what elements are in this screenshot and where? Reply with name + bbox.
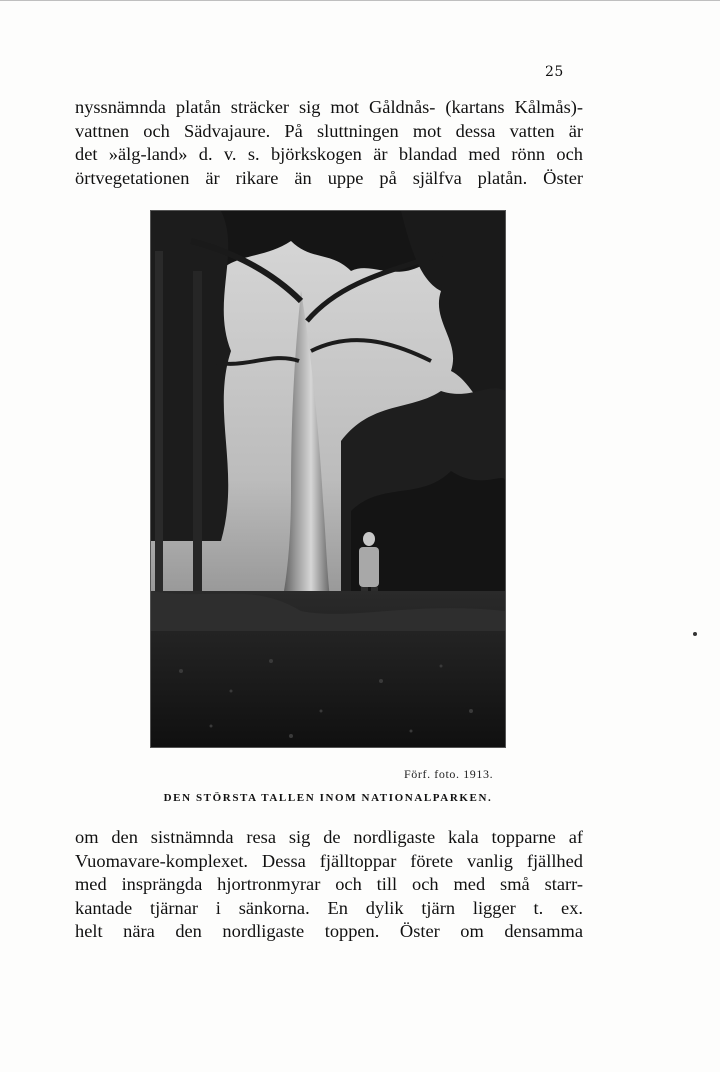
text-line: Vuomavare-komplexet. Dessa fjälltoppar förete vanlig fjällhed — [75, 850, 583, 871]
pine-tree-photo-image — [151, 211, 505, 747]
text-line: nyssnämnda platån sträcker sig mot Gåldnås- (kartans Kålmås)- — [75, 97, 583, 117]
photo-caption: DEN STÖRSTA TALLEN INOM NATIONALPARKEN. — [163, 792, 493, 804]
text-line: örtvegetationen är rikare än uppe på själfva platån. Öster — [75, 167, 583, 188]
forest-photograph — [150, 210, 506, 748]
top-edge-rule — [0, 0, 720, 1]
text-line: det »älg-land» d. v. s. björkskogen är blandad med rönn och — [75, 144, 583, 164]
margin-speck — [693, 632, 697, 636]
paragraph-bottom — [75, 826, 583, 944]
text-line: om den sistnämnda resa sig de nordligaste kala topparne af — [75, 827, 583, 847]
photo-credit: Förf. foto. 1913. — [404, 767, 494, 781]
text-line: med insprängda hjortronmyrar och till och med små starr- — [75, 874, 583, 894]
page-number: 25 — [545, 64, 564, 80]
text-line: vattnen och Sädvajaure. På sluttningen mot dessa vatten är — [75, 120, 583, 141]
paragraph-top — [75, 96, 583, 190]
text-line: helt nära den nordligaste toppen. Öster om densamma — [75, 921, 583, 941]
text-line: kantade tjärnar i sänkorna. En dylik tjärn ligger t. ex. — [75, 897, 583, 918]
